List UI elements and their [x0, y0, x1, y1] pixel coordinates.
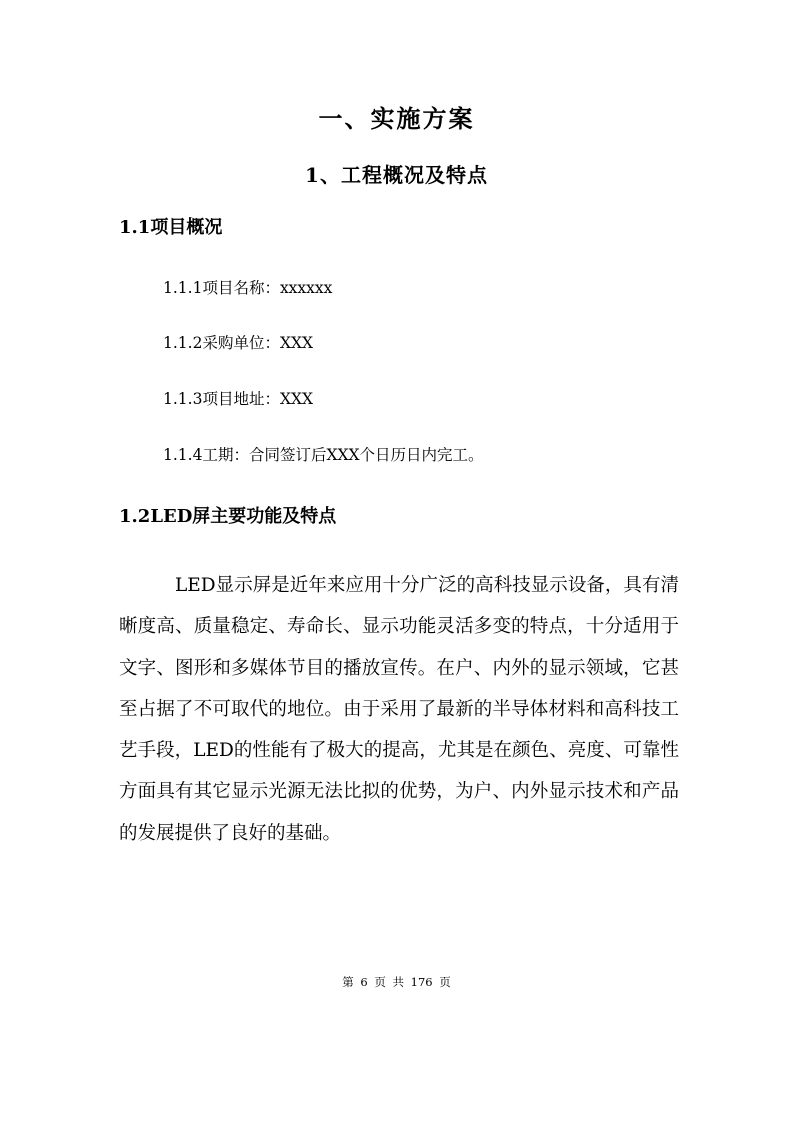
- led-features-paragraph: LED显示屏是近年来应用十分广泛的高科技显示设备，具有清晰度高、质量稳定、寿命长、显示功能灵活多变的特点，十分适用于文字、图形和多媒体节目的播放宣传。在户、内外的显示领域，它甚至占据了不可取代的地位。由于采用了最新的半导体材料和高科技工艺手段，LED的性能有了极大的提高，尤其是在颜色、亮度、可靠性方面具有其它显示光源无法比拟的优势，为户、内外显示技术和产品的发展提供了良好的基础。: [119, 575, 679, 844]
- construction-period-item: 1.1.4工期：合同签订后XXX个日历日内完工。: [163, 446, 484, 464]
- subsection-heading-led-features: 1.2LED屏主要功能及特点: [119, 506, 337, 527]
- page-footer: 第 6 页 共 176 页: [342, 975, 451, 989]
- project-address-item: 1.1.3项目地址：XXX: [163, 390, 314, 408]
- project-name-item: 1.1.1项目名称：xxxxxx: [163, 279, 333, 297]
- section-title: 1、工程概况及特点: [305, 163, 488, 187]
- subsection-heading-project-overview: 1.1项目概况: [119, 217, 223, 238]
- chapter-title: 一、实施方案: [318, 104, 475, 133]
- purchasing-unit-item: 1.1.2采购单位：XXX: [163, 334, 314, 352]
